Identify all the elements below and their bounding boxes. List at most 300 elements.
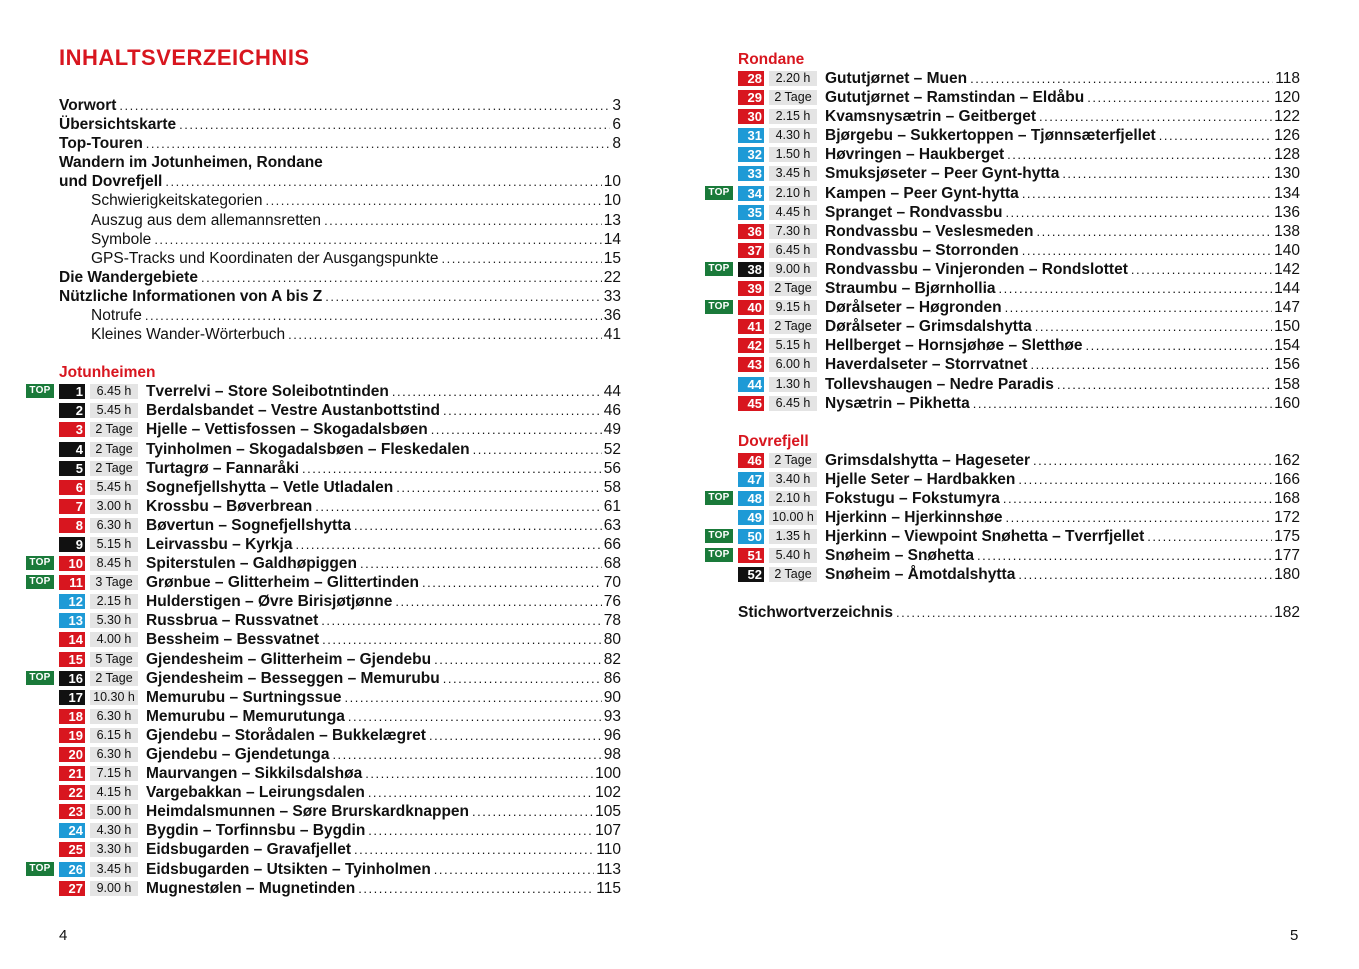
duration-badge: 6.00 h [769,357,817,372]
left-page [29,44,621,898]
duration-badge: 2.10 h [769,186,817,201]
entry-page: 14 [603,230,621,248]
tour-page: 107 [595,822,621,840]
tour-name: Spiterstulen – Galdhøpiggen [146,555,357,573]
page-number-right: 5 [1290,927,1299,944]
tour-name: Tyinholmen – Skogadalsbøen – Fleskedalen [146,440,470,458]
tour-page: 118 [1275,70,1300,87]
tour-page: 162 [1274,451,1300,469]
tour-entry[interactable] [59,535,621,554]
entry-text: Kleines Wander-Wörterbuch [91,326,286,344]
duration-badge: 5.40 h [769,548,817,563]
tour-number-badge: 45 [738,396,764,411]
entry-text: Die Wandergebiete [59,268,198,286]
tour-number-badge: 48 [738,491,764,506]
tour-entry[interactable] [29,860,621,879]
tour-number-badge: 1 [59,384,85,399]
entry-page: 10 [603,192,621,210]
entry-text: Auszug aus dem allemannsretten [91,211,322,229]
toc-entry[interactable] [59,153,621,172]
entry-text: Nützliche Informationen von A bis Z [59,287,323,305]
tour-name: Straumbu – Bjørnhollia [825,280,996,298]
tour-number-badge: 27 [59,881,85,896]
tour-page: 86 [603,669,621,687]
toc-entry[interactable] [59,325,621,344]
tour-entry[interactable] [738,375,1300,394]
tour-name: Kampen – Peer Gynt-hytta [825,184,1019,202]
tour-name: Eidsbugarden – Utsikten – Tyinholmen [146,860,431,878]
tour-entry[interactable] [59,745,621,764]
duration-badge: 3.45 h [90,862,138,877]
tour-page: 160 [1274,394,1300,412]
tour-number-badge: 40 [738,300,764,315]
toc-entry[interactable] [59,211,621,230]
tour-page: 115 [596,879,621,897]
entry-page: 8 [612,135,621,153]
tour-page: 128 [1274,146,1300,164]
top-badge: TOP [705,548,733,562]
tour-entry[interactable] [708,184,1300,203]
tour-name: Eidsbugarden – Gravafjellet [146,841,352,859]
toc-entry[interactable] [59,172,621,191]
duration-badge: 5.45 h [90,480,138,495]
tour-page: 110 [596,841,621,859]
top-badge: TOP [705,300,733,314]
tour-number-badge: 39 [738,281,764,296]
duration-badge: 9.00 h [769,262,817,277]
tour-name: Grønbue – Glitterheim – Glittertinden [146,574,420,592]
toc-entry[interactable] [59,306,621,325]
tour-entry[interactable] [59,592,621,611]
tour-page: 46 [603,402,621,420]
duration-badge: 6.45 h [769,243,817,258]
tour-number-badge: 17 [59,690,85,705]
tour-page: 98 [603,746,621,763]
entry-page: 15 [603,249,621,267]
tour-page: 100 [595,765,621,783]
tour-entry[interactable] [738,394,1300,413]
duration-badge: 4.30 h [769,128,817,143]
toc-entry[interactable] [59,115,621,134]
tour-entry[interactable] [59,726,621,745]
tour-number-badge: 41 [738,319,764,334]
duration-badge: 2 Tage [769,90,817,105]
tour-page: 147 [1274,299,1300,317]
duration-badge: 4.15 h [90,785,138,800]
tour-page: 136 [1274,203,1300,221]
tour-name: Dørålseter – Grimsdalshytta [825,318,1032,336]
tour-name: Spranget – Rondvassbu [825,203,1003,221]
tour-page: 113 [596,860,621,878]
tour-page: 122 [1274,108,1300,126]
tour-name: Heimdalsmunnen – Søre Brurskardknappen [146,803,470,821]
duration-badge: 3.45 h [769,166,817,181]
tour-page: 49 [603,421,621,439]
tour-number-badge: 14 [59,632,85,647]
duration-badge: 2 Tage [90,422,138,437]
duration-badge: 3 Tage [90,575,138,590]
duration-badge: 1.35 h [769,529,817,544]
toc-entry[interactable] [59,287,621,306]
tour-entry[interactable] [738,222,1300,241]
tour-page: 168 [1274,489,1300,507]
tour-number-badge: 18 [59,709,85,724]
tour-entry[interactable] [708,527,1300,546]
tour-number-badge: 35 [738,205,764,220]
tour-name: Hulderstigen – Øvre Birisjøtjønne [146,593,393,611]
tour-name: Sognefjellshytta – Vetle Utladalen [146,478,394,496]
top-badge: TOP [705,491,733,505]
toc-entry[interactable] [59,134,621,153]
tour-number-badge: 50 [738,529,764,544]
tour-number-badge: 47 [738,472,764,487]
tour-name: Maurvangen – Sikkilsdalshøa [146,765,363,783]
index-entry[interactable] [738,603,1300,622]
tour-entry[interactable] [59,440,621,459]
tour-entry[interactable] [29,382,621,401]
tour-page: 134 [1274,184,1300,202]
duration-badge: 8.45 h [90,556,138,571]
tour-name: Hjelle Seter – Hardbakken [825,470,1016,488]
page-title: INHALTSVERZEICHNIS [59,45,310,70]
tour-entry[interactable] [738,107,1300,126]
duration-badge: 2.20 h [769,71,817,86]
tour-page: 80 [603,631,621,649]
tour-entry[interactable] [59,821,621,840]
tour-name: Turtagrø – Fannaråki [146,459,300,477]
toc-entry[interactable] [59,230,621,249]
tour-page: 105 [595,803,621,821]
duration-badge: 5.45 h [90,403,138,418]
tour-name: Berdalsbandet – Vestre Austanbottstind [146,402,440,420]
entry-page: 10 [603,173,621,191]
tour-entry[interactable] [59,802,621,821]
duration-badge: 3.30 h [90,842,138,857]
tour-name: Gututjørnet – Muen [825,70,968,87]
tour-page: 56 [603,459,621,477]
duration-badge: 4.45 h [769,205,817,220]
tour-number-badge: 16 [59,671,85,686]
tour-name: Bessheim – Bessvatnet [146,631,320,649]
tour-number-badge: 51 [738,548,764,563]
tour-name: Snøheim – Åmotdalshytta [825,566,1016,584]
tour-name: Snøheim – Snøhetta [825,547,974,565]
tour-number-badge: 31 [738,128,764,143]
duration-badge: 5.30 h [90,613,138,628]
tour-entry[interactable] [59,630,621,649]
tour-page: 93 [603,707,621,725]
tour-number-badge: 37 [738,243,764,258]
tour-page: 126 [1274,127,1300,145]
tour-entry[interactable] [708,546,1300,565]
top-badge: TOP [26,671,54,685]
tour-entry[interactable] [738,126,1300,145]
tour-entry[interactable] [29,669,621,688]
tour-name: Rondvassbu – Veslesmeden [825,222,1034,240]
tour-page: 150 [1274,318,1300,336]
duration-badge: 5.15 h [90,537,138,552]
tour-number-badge: 7 [59,499,85,514]
entry-page: 13 [603,211,621,229]
tour-number-badge: 4 [59,442,85,457]
tour-name: Tverrelvi – Store Soleibotntinden [146,383,389,401]
duration-badge: 7.30 h [769,224,817,239]
tour-list-dovrefjell [708,451,1300,585]
duration-badge: 2 Tage [90,461,138,476]
toc-entry[interactable] [59,191,621,210]
tour-entry[interactable] [738,145,1300,164]
tour-number-badge: 15 [59,652,85,667]
tour-number-badge: 42 [738,338,764,353]
tour-number-badge: 38 [738,262,764,277]
tour-entry[interactable] [738,203,1300,222]
tour-name: Bjørgebu – Sukkertoppen – Tjønnsæterfjellet [825,127,1156,145]
right-page [708,50,1300,622]
toc-entry[interactable] [59,96,621,115]
toc-entry[interactable] [59,249,621,268]
tour-number-badge: 34 [738,186,764,201]
tour-name: Haverdalseter – Storrvatnet [825,356,1028,374]
tour-entry[interactable] [59,688,621,707]
tour-page: 180 [1274,566,1300,584]
tour-entry[interactable] [59,401,621,420]
tour-page: 154 [1274,337,1300,355]
entry-page: 33 [603,287,621,305]
tour-name: Gututjørnet – Ramstindan – Eldåbu [825,89,1085,107]
entry-page: 41 [603,326,621,344]
top-badge: TOP [26,575,54,589]
tour-entry[interactable] [738,241,1300,260]
entry-text: GPS-Tracks und Koordinaten der Ausgangspunkte [91,249,439,267]
tour-number-badge: 6 [59,480,85,495]
top-badge: TOP [26,556,54,570]
tour-page: 138 [1274,222,1300,240]
tour-name: Vargebakkan – Leirungsdalen [146,784,365,802]
tour-number-badge: 46 [738,453,764,468]
tour-name: Hjerkinn – Hjerkinnshøe [825,508,1003,526]
tour-entry[interactable] [59,764,621,783]
duration-badge: 3.00 h [90,499,138,514]
tour-page: 175 [1274,528,1300,546]
tour-page: 90 [603,688,621,706]
tour-name: Gjendebu – Gjendetunga [146,746,330,763]
tour-entry[interactable] [708,298,1300,317]
tour-name: Gjendesheim – Glitterheim – Gjendebu [146,650,432,668]
section-title-jotunheimen: Jotunheimen [59,364,156,382]
tour-page: 120 [1274,89,1300,107]
top-badge: TOP [705,262,733,276]
tour-number-badge: 13 [59,613,85,628]
toc-entry[interactable] [59,268,621,287]
duration-badge: 1.30 h [769,377,817,392]
duration-badge: 10.00 h [769,510,817,525]
tour-number-badge: 9 [59,537,85,552]
tour-number-badge: 30 [738,109,764,124]
tour-name: Tollevshaugen – Nedre Paradis [825,375,1054,393]
duration-badge: 2.15 h [769,109,817,124]
duration-badge: 9.15 h [769,300,817,315]
tour-entry[interactable] [29,554,621,573]
tour-entry[interactable] [59,783,621,802]
tour-number-badge: 28 [738,71,764,86]
tour-number-badge: 21 [59,766,85,781]
tour-page: 70 [603,574,621,592]
tour-name: Mugnestølen – Mugnetinden [146,879,356,897]
tour-name: Fokstugu – Fokstumyra [825,489,1000,507]
duration-badge: 2 Tage [769,567,817,582]
tour-entry[interactable] [738,470,1300,489]
tour-entry[interactable] [738,451,1300,470]
tour-entry[interactable] [59,707,621,726]
tour-page: 102 [595,784,621,802]
tour-number-badge: 12 [59,594,85,609]
duration-badge: 5.00 h [90,804,138,819]
duration-badge: 6.30 h [90,709,138,724]
entry-page: 3 [612,97,621,114]
tour-page: 140 [1274,241,1300,259]
duration-badge: 6.30 h [90,747,138,762]
top-badge: TOP [705,186,733,200]
tour-entry[interactable] [738,355,1300,374]
tour-name: Bygdin – Torfinnsbu – Bygdin [146,822,366,840]
duration-badge: 7.15 h [90,766,138,781]
tour-entry[interactable] [738,69,1300,88]
entry-page: 36 [603,307,621,325]
duration-badge: 4.30 h [90,823,138,838]
tour-page: 76 [603,593,621,611]
tour-page: 158 [1274,375,1300,393]
tour-list-jotunheimen [29,382,621,898]
tour-number-badge: 33 [738,166,764,181]
tour-entry[interactable] [708,489,1300,508]
tour-entry[interactable] [59,879,621,898]
duration-badge: 1.50 h [769,147,817,162]
entry-text: Stichwortverzeichnis [738,604,894,622]
tour-number-badge: 19 [59,728,85,743]
duration-badge: 3.40 h [769,472,817,487]
duration-badge: 2 Tage [769,281,817,296]
tour-number-badge: 36 [738,224,764,239]
tour-entry[interactable] [738,279,1300,298]
tour-page: 66 [603,535,621,553]
entry-text: Top-Touren [59,135,143,153]
tour-page: 130 [1274,165,1300,183]
tour-number-badge: 10 [59,556,85,571]
duration-badge: 6.15 h [90,728,138,743]
tour-entry[interactable] [59,459,621,478]
tour-page: 61 [603,497,621,515]
tour-name: Rondvassbu – Vinjeronden – Rondslottet [825,260,1128,278]
tour-number-badge: 25 [59,842,85,857]
tour-name: Gjendesheim – Besseggen – Memurubu [146,669,440,687]
entry-text: Schwierigkeitskategorien [91,192,263,210]
tour-entry[interactable] [59,497,621,516]
tour-name: Hjerkinn – Viewpoint Snøhetta – Tverrfjellet [825,528,1145,546]
tour-number-badge: 32 [738,147,764,162]
tour-page: 144 [1274,280,1300,298]
tour-name: Dørålseter – Høgronden [825,299,1002,317]
duration-badge: 6.45 h [769,396,817,411]
top-badge: TOP [705,529,733,543]
tour-entry[interactable] [738,508,1300,527]
tour-name: Bøvertun – Sognefjellshytta [146,516,351,534]
duration-badge: 9.00 h [90,881,138,896]
tour-number-badge: 43 [738,357,764,372]
tour-name: Hjelle – Vettisfossen – Skogadalsbøen [146,421,428,439]
duration-badge: 5.15 h [769,338,817,353]
tour-entry[interactable] [738,88,1300,107]
duration-badge: 2 Tage [90,671,138,686]
tour-page: 44 [603,383,621,401]
duration-badge: 2.15 h [90,594,138,609]
tour-name: Hellberget – Hornsjøhøe – Sletthøe [825,337,1083,355]
tour-entry[interactable] [738,336,1300,355]
tour-number-badge: 26 [59,862,85,877]
tour-entry[interactable] [738,317,1300,336]
top-badge: TOP [26,384,54,398]
section-title-dovrefjell: Dovrefjell [738,432,809,450]
duration-badge: 4.00 h [90,632,138,647]
tour-number-badge: 49 [738,510,764,525]
tour-entry[interactable] [59,516,621,535]
tour-number-badge: 24 [59,823,85,838]
tour-entry[interactable] [59,840,621,859]
tour-entry[interactable] [708,260,1300,279]
entry-page: 6 [612,116,621,134]
tour-page: 68 [603,555,621,573]
tour-name: Kvamsnysætrin – Geitberget [825,108,1037,126]
tour-page: 166 [1274,470,1300,488]
tour-page: 177 [1274,547,1300,565]
tour-entry[interactable] [59,611,621,630]
duration-badge: 5 Tage [90,652,138,667]
tour-number-badge: 5 [59,461,85,476]
tour-number-badge: 8 [59,518,85,533]
duration-badge: 2.10 h [769,491,817,506]
tour-number-badge: 11 [59,575,85,590]
duration-badge: 10.30 h [90,690,138,705]
duration-badge: 6.45 h [90,384,138,399]
tour-page: 82 [603,650,621,668]
tour-page: 156 [1274,356,1300,374]
tour-name: Smuksjøseter – Peer Gynt-hytta [825,165,1060,183]
tour-page: 52 [603,440,621,458]
tour-name: Memurubu – Memurutunga [146,707,345,725]
tour-entry[interactable] [59,420,621,439]
tour-name: Memurubu – Surtningssue [146,688,342,706]
entry-text: Übersichtskarte [59,116,177,134]
tour-name: Nysætrin – Pikhetta [825,394,970,412]
tour-entry[interactable] [738,565,1300,584]
duration-badge: 6.30 h [90,518,138,533]
duration-badge: 2 Tage [769,453,817,468]
tour-page: 63 [603,516,621,534]
duration-badge: 2 Tage [769,319,817,334]
tour-name: Leirvassbu – Kyrkja [146,535,293,553]
tour-number-badge: 2 [59,403,85,418]
tour-entry[interactable] [59,650,621,669]
tour-list-rondane [708,69,1300,413]
tour-entry[interactable] [738,164,1300,183]
tour-number-badge: 23 [59,804,85,819]
tour-number-badge: 20 [59,747,85,762]
tour-entry[interactable] [29,573,621,592]
entry-text: und Dovrefjell [59,173,163,191]
tour-name: Rondvassbu – Storronden [825,241,1019,259]
tour-number-badge: 3 [59,422,85,437]
tour-entry[interactable] [59,478,621,497]
entry-text: Vorwort [59,97,117,114]
